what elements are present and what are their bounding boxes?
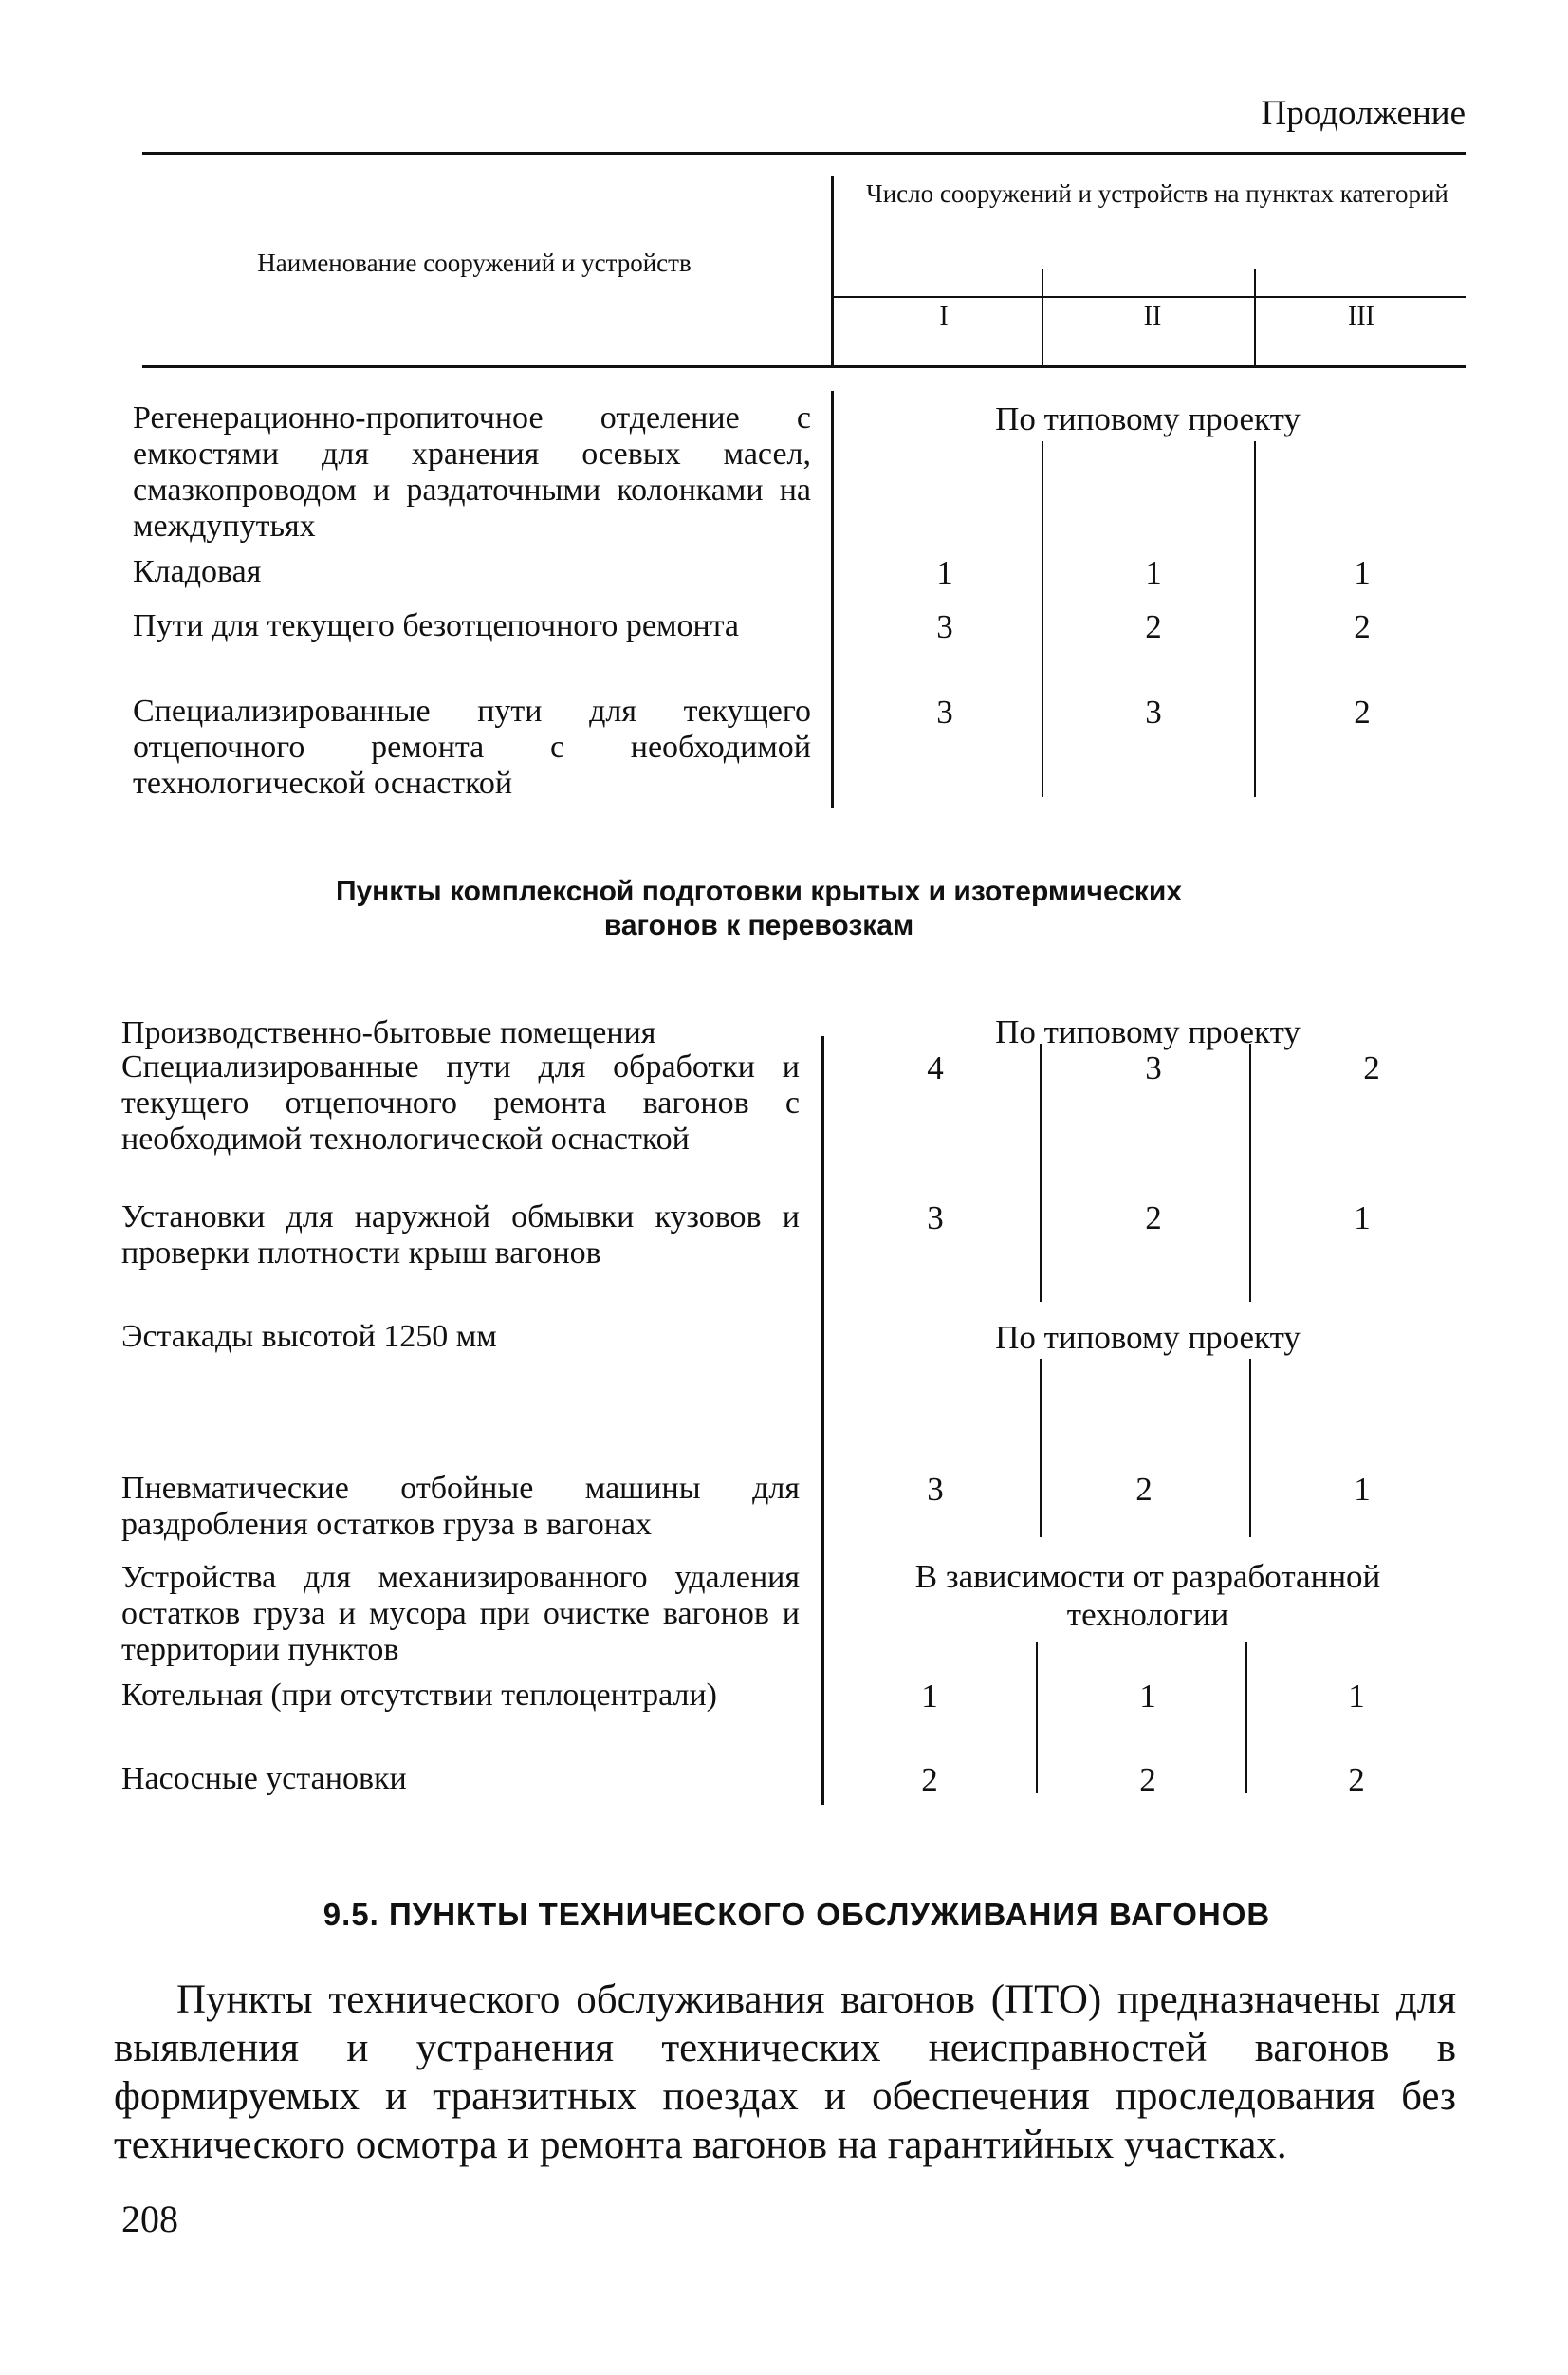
- row-span-value: По типовому проекту: [995, 400, 1301, 437]
- cell-cat-3: 2: [1348, 1761, 1365, 1798]
- row-name: Пути для текущего безотцепочного ремонта: [133, 608, 740, 643]
- cell-cat-2: 3: [1145, 694, 1162, 731]
- row-span-value: По типовому проекту: [995, 1319, 1301, 1356]
- name-column-header: Наименование сооружений и устройств: [257, 249, 692, 277]
- col-divider-1-top: [1042, 441, 1043, 797]
- cell-cat-3: 1: [1354, 1199, 1371, 1236]
- row-span-value: В зависимости от разработанной технологии: [914, 1558, 1381, 1634]
- row-name: Установки для наружной обмывки кузовов и проверки плотности крыш вагонов: [121, 1199, 800, 1271]
- col-divider-2-seg-a: [1249, 1044, 1251, 1302]
- body-divider-top: [831, 391, 834, 808]
- cell-cat-3: 2: [1354, 608, 1371, 645]
- col-divider-2-seg-c: [1245, 1642, 1247, 1793]
- row-name: Пневматические отбойные машины для раздробления остатков груза в вагонах: [121, 1471, 800, 1543]
- col-divider-2-top: [1254, 441, 1256, 797]
- cell-cat-2: 2: [1145, 608, 1162, 645]
- cell-cat-1: 4: [927, 1049, 944, 1086]
- cell-cat-1: 3: [936, 694, 953, 731]
- cell-cat-2: 2: [1145, 1199, 1162, 1236]
- row-name: Насосные установки: [121, 1761, 407, 1796]
- cell-cat-2: 1: [1139, 1678, 1156, 1715]
- cell-cat-1: 1: [936, 554, 953, 591]
- category-header-3: III: [1348, 302, 1374, 331]
- row-name: Специализированные пути для обработки и текущего отцепочного ремонта вагонов с необходимой технологической оснасткой: [121, 1049, 800, 1158]
- col-divider-1-seg-c: [1036, 1642, 1038, 1793]
- cell-cat-1: 3: [927, 1471, 944, 1508]
- table-subtitle: Пункты комплексной подготовки крытых и изотермических вагонов к перевозкам: [335, 876, 1183, 941]
- cell-cat-2: 3: [1145, 1049, 1162, 1086]
- continuation-label: Продолжение: [1261, 94, 1466, 133]
- section-heading: 9.5. ПУНКТЫ ТЕХНИЧЕСКОГО ОБСЛУЖИВАНИЯ ВАГОНОВ: [323, 1897, 1271, 1932]
- cell-cat-1: 2: [921, 1761, 938, 1798]
- table-top-rule: [142, 152, 1466, 155]
- group-column-header: Число сооружений и устройств на пунктах категорий: [866, 179, 1448, 208]
- cell-cat-3: 1: [1354, 554, 1371, 591]
- category-header-2: II: [1143, 302, 1162, 331]
- row-span-value: По типовому проекту: [995, 1013, 1301, 1050]
- header-bottom-rule: [142, 365, 1466, 368]
- cell-cat-3: 2: [1363, 1049, 1380, 1086]
- col-divider-2-seg-b: [1249, 1359, 1251, 1537]
- row-name: Регенерационно-пропиточное отделение с емкостями для хранения осевых масел, смазкопроводом и раздаточными колонками на междупутьях: [133, 400, 811, 545]
- row-name: Кладовая: [133, 554, 262, 589]
- cell-cat-3: 2: [1354, 694, 1371, 731]
- body-divider-bottom: [821, 1036, 824, 1805]
- row-name: Специализированные пути для текущего отцепочного ремонта с необходимой технологической оснасткой: [133, 694, 811, 802]
- row-name: Устройства для механизированного удаления остатков груза и мусора при очистке вагонов и территории пунктов: [121, 1560, 800, 1668]
- header-divider: [831, 176, 834, 366]
- cell-cat-1: 3: [936, 608, 953, 645]
- header-cat-divider-2: [1254, 269, 1256, 365]
- cell-cat-2: 2: [1135, 1471, 1153, 1508]
- page-number: 208: [121, 2198, 178, 2240]
- header-mid-rule: [833, 296, 1466, 298]
- body-paragraph: Пункты технического обслуживания вагонов (ПТО) предназначены для выявления и устранения технических неисправностей вагонов в формируемых и транзитных поездах и обеспечения проследования без технического осмотра и ремонта вагонов на гарантийных участках.: [114, 1977, 1456, 2168]
- cell-cat-1: 3: [927, 1199, 944, 1236]
- row-name: Производственно-бытовые помещения: [121, 1015, 656, 1050]
- cell-cat-3: 1: [1348, 1678, 1365, 1715]
- cell-cat-2: 1: [1145, 554, 1162, 591]
- category-header-1: I: [939, 302, 949, 331]
- col-divider-1-seg-b: [1040, 1359, 1042, 1537]
- cell-cat-2: 2: [1139, 1761, 1156, 1798]
- col-divider-1-seg-a: [1040, 1044, 1042, 1302]
- cell-cat-3: 1: [1354, 1471, 1371, 1508]
- row-name: Эстакады высотой 1250 мм: [121, 1319, 497, 1354]
- cell-cat-1: 1: [921, 1678, 938, 1715]
- row-name: Котельная (при отсутствии теплоцентрали): [121, 1678, 717, 1713]
- header-cat-divider-1: [1042, 269, 1043, 365]
